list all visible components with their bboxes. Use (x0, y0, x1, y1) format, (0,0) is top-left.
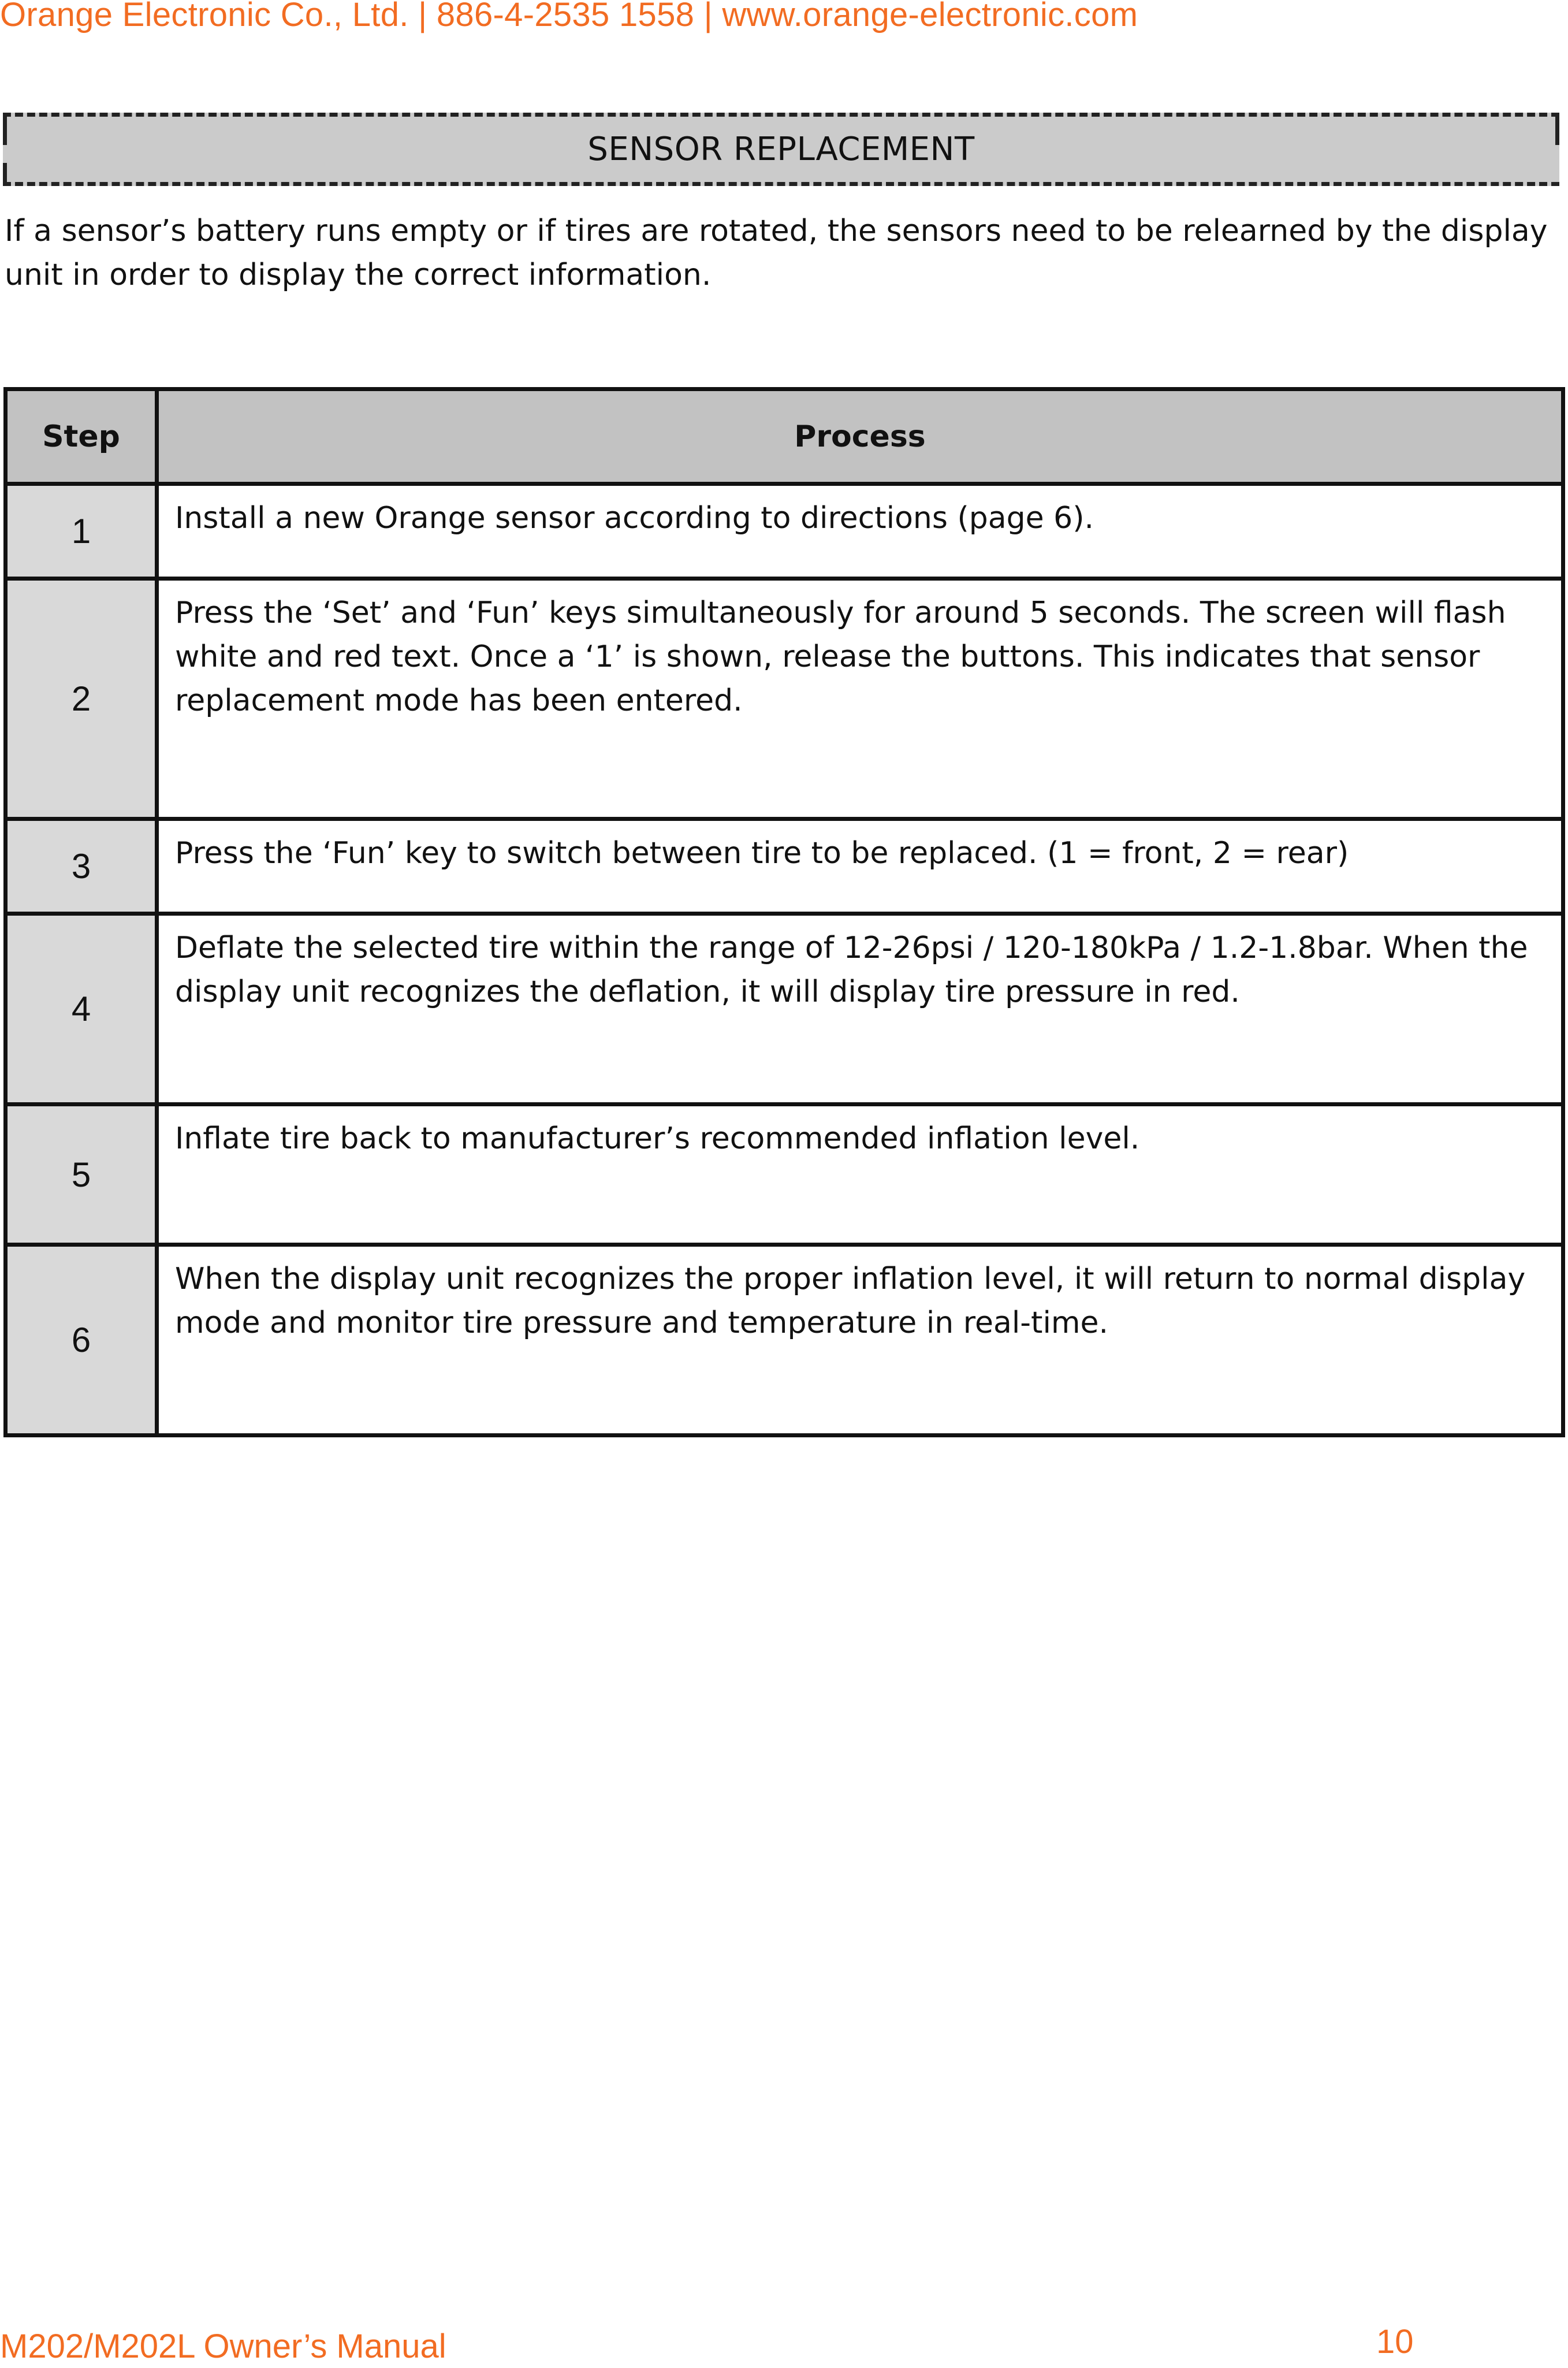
steps-table (3, 387, 1565, 1437)
table-row (6, 579, 1563, 819)
dashed-border-tick (3, 163, 7, 186)
process-column-header: Process (157, 389, 1563, 484)
section-title: SENSOR REPLACEMENT (587, 131, 975, 168)
manual-title: M202/M202L Owner’s Manual (0, 2328, 446, 2365)
table-row (6, 819, 1563, 914)
dashed-border-tick (3, 113, 7, 145)
step-number: 3 (6, 819, 157, 914)
step-process: Press the ‘Set’ and ‘Fun’ keys simultaneously for around 5 seconds. The screen will flash white and red text. Once a ‘1’ is shown, release the buttons. This indicates that sensor replacement mode has been entered. (157, 579, 1563, 819)
step-number: 4 (6, 914, 157, 1105)
step-number: 6 (6, 1245, 157, 1436)
step-process: Press the ‘Fun’ key to switch between tire to be replaced. (1 = front, 2 = rear) (157, 819, 1563, 914)
dashed-border-tick (1555, 113, 1559, 145)
table-row (6, 914, 1563, 1105)
page-number: 10 (1376, 2323, 1414, 2360)
step-number: 1 (6, 484, 157, 579)
table-row (6, 1105, 1563, 1245)
step-number: 2 (6, 579, 157, 819)
table-row (6, 1245, 1563, 1436)
table-row (6, 484, 1563, 579)
step-process: Deflate the selected tire within the range of 12-26psi / 120-180kPa / 1.2-1.8bar. When the display unit recognizes the deflation, it will display tire pressure in red. (157, 914, 1563, 1105)
step-process: Inflate tire back to manufacturer’s recommended inflation level. (157, 1105, 1563, 1245)
section-title-banner (3, 113, 1559, 186)
company-header: Orange Electronic Co., Ltd. | 886-4-2535 1558 | www.orange-electronic.com (0, 0, 1138, 34)
step-process: When the display unit recognizes the proper inflation level, it will return to normal display mode and monitor tire pressure and temperature in real-time. (157, 1245, 1563, 1436)
step-number: 5 (6, 1105, 157, 1245)
table-header-row (6, 389, 1563, 484)
step-column-header: Step (6, 389, 157, 484)
intro-paragraph: If a sensor’s battery runs empty or if tires are rotated, the sensors need to be relearned by the display unit in order to display the correct information. (5, 214, 1548, 292)
step-process: Install a new Orange sensor according to directions (page 6). (157, 484, 1563, 579)
